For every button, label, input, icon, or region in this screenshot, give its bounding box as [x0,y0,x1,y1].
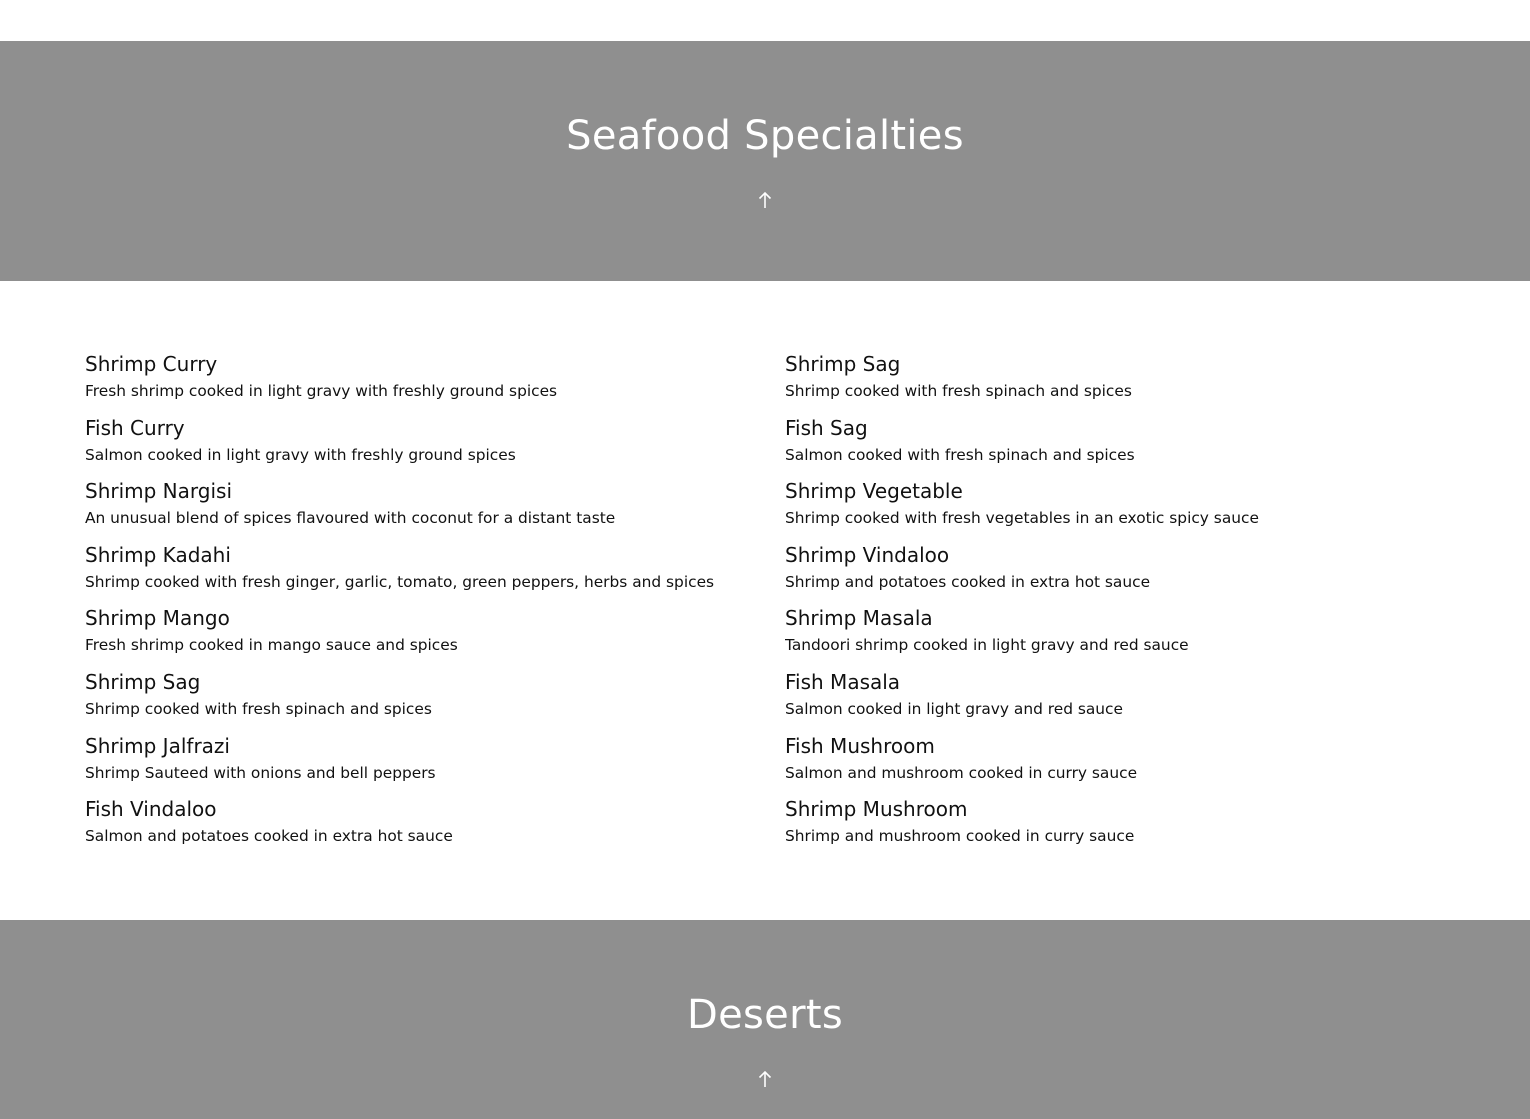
menu-item [785,350,1465,414]
deserts-section-title: Deserts [687,992,843,1038]
menu-item-name: Shrimp Kadahi [85,542,231,567]
top-whitespace [0,0,1530,41]
deserts-banner [0,920,1530,1119]
menu-item [85,414,765,478]
menu-item [785,795,1465,859]
menu-column-left [85,350,765,859]
menu-item-description: Shrimp cooked with fresh spinach and spices [85,699,432,718]
menu-item-name: Shrimp Jalfrazi [85,733,230,758]
menu-item [785,732,1465,796]
menu-item-name: Fish Sag [785,415,868,440]
menu-item [85,795,765,859]
menu-item-description: Shrimp cooked with fresh vegetables in an exotic spicy sauce [785,509,1259,528]
arrow-up-icon[interactable] [757,1069,773,1089]
menu-item [785,604,1465,668]
menu-column-right [785,350,1465,859]
menu-item-description: Shrimp and potatoes cooked in extra hot sauce [785,572,1151,591]
menu-item [85,732,765,796]
menu-item [85,477,765,541]
menu-item-description: Shrimp and mushroom cooked in curry sauce [785,827,1135,846]
menu-item-description: Salmon and mushroom cooked in curry sauce [785,763,1138,782]
menu-item-name: Shrimp Sag [785,352,901,376]
arrow-up-icon[interactable] [757,190,773,210]
seafood-menu-list [0,281,1530,920]
menu-item-name: Fish Curry [85,415,185,440]
menu-item-name: Shrimp Curry [85,352,218,376]
menu-item-name: Shrimp Nargisi [85,479,233,504]
menu-item-name: Fish Mushroom [785,733,935,758]
menu-item-name: Shrimp Masala [785,606,933,631]
menu-item-name: Fish Vindaloo [85,797,217,822]
menu-item [85,604,765,668]
menu-item-description: Shrimp cooked with fresh ginger, garlic, tomato, green peppers, herbs and spices [85,572,715,591]
menu-item-name: Shrimp Vindaloo [785,542,950,567]
menu-item-description: Salmon cooked with fresh spinach and spices [785,445,1135,464]
menu-item-description: Tandoori shrimp cooked in light gravy and red sauce [785,636,1189,655]
menu-item-description: Salmon cooked in light gravy with freshly ground spices [85,445,516,464]
seafood-section-title: Seafood Specialties [566,113,964,159]
menu-item-description: Shrimp Sauteed with onions and bell peppers [85,763,436,782]
menu-item [785,541,1465,605]
menu-item-description: Fresh shrimp cooked in light gravy with freshly ground spices [85,382,558,400]
menu-item [85,668,765,732]
menu-item-description: Salmon cooked in light gravy and red sauce [785,699,1123,718]
menu-item [785,477,1465,541]
menu-item [85,350,765,414]
menu-item-name: Shrimp Vegetable [785,479,963,504]
menu-item-description: Salmon and potatoes cooked in extra hot sauce [85,827,453,846]
menu-item-name: Shrimp Mushroom [785,797,968,822]
menu-item-name: Shrimp Mango [85,606,230,631]
menu-item-name: Shrimp Sag [85,669,201,694]
menu-item [785,668,1465,732]
menu-item-name: Fish Masala [785,669,901,694]
menu-item-description: Fresh shrimp cooked in mango sauce and spices [85,636,458,655]
menu-item-description: Shrimp cooked with fresh spinach and spices [785,382,1132,400]
menu-item-description: An unusual blend of spices flavoured with coconut for a distant taste [85,509,616,528]
seafood-specialties-banner [0,41,1530,281]
menu-item [785,414,1465,478]
menu-item [85,541,765,605]
